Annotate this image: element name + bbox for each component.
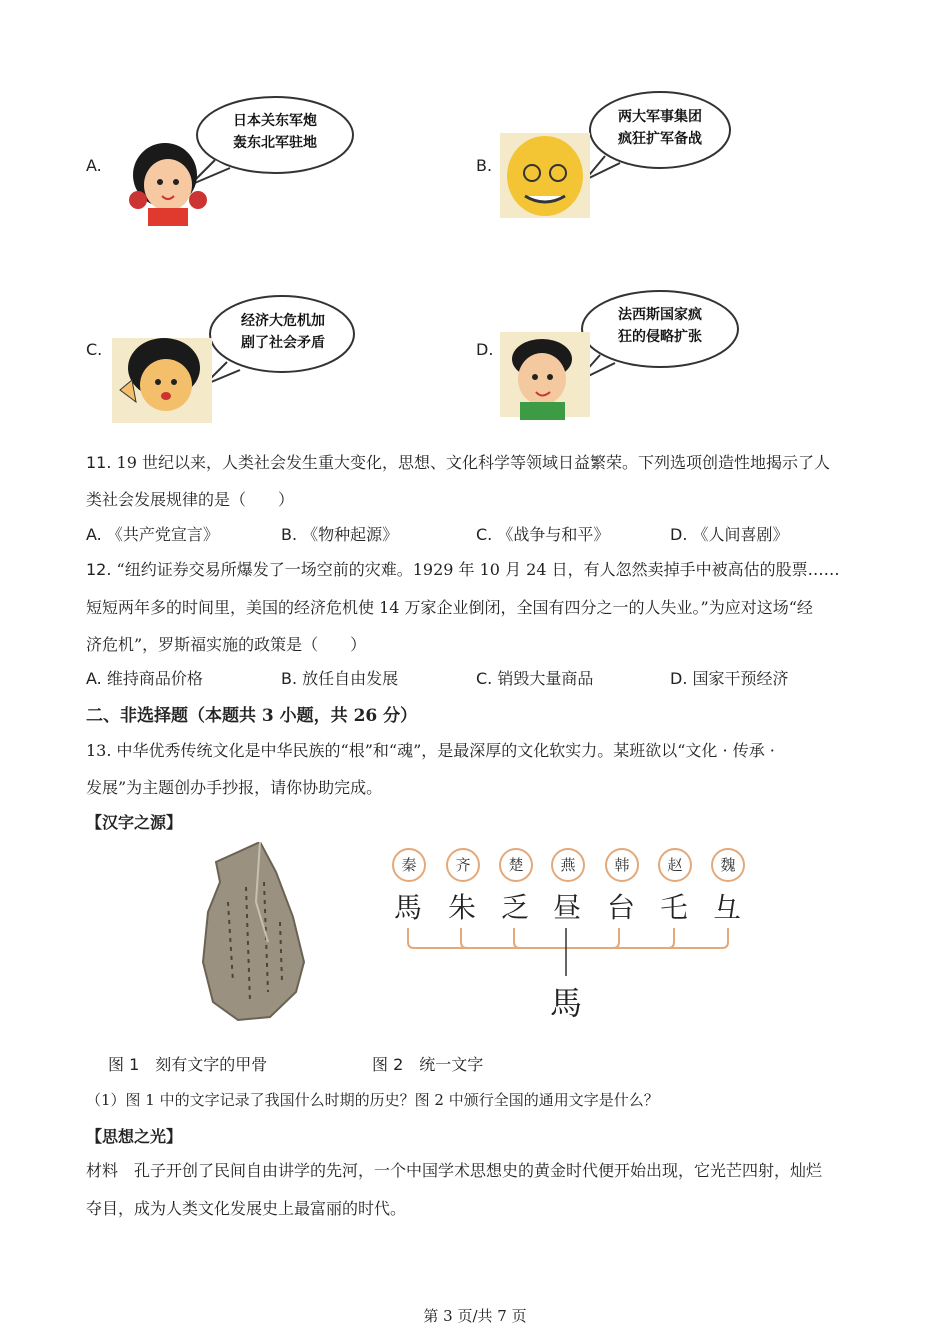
option-letter: B. xyxy=(476,156,493,175)
bubble-line: 法西斯国家疯 xyxy=(618,307,702,323)
figure-caption: 图 2 统一文字 xyxy=(372,1055,484,1074)
option-text: 《物种起源》 xyxy=(302,525,399,544)
bracket-lines xyxy=(398,928,738,978)
oracle-bone-image xyxy=(198,842,310,1022)
option-d xyxy=(670,522,789,545)
sub-question: （1）图 1 中的文字记录了我国什么时期的历史？图 2 中颁行全国的通用文字是什么？ xyxy=(86,1091,659,1109)
figure-caption: 图 1 刻有文字的甲骨 xyxy=(108,1055,268,1074)
option-a xyxy=(86,522,219,545)
section-heading: 【汉字之源】 xyxy=(86,813,183,832)
option-letter: B. xyxy=(281,525,298,544)
option-text: 销毁大量商品 xyxy=(497,669,594,688)
bubble-line: 两大军事集团 xyxy=(618,109,702,125)
state-seal: 秦 xyxy=(392,848,426,882)
ancient-character: 乇 xyxy=(660,891,689,924)
option-c xyxy=(476,666,593,689)
section-heading: 【思想之光】 xyxy=(86,1127,183,1146)
option-letter: A. xyxy=(86,156,102,175)
page-footer: 第 3 页/共 7 页 xyxy=(423,1307,527,1325)
option-letter: C. xyxy=(476,669,493,688)
bubble-line: 疯狂扩军备战 xyxy=(618,131,702,147)
option-text: 《人间喜剧》 xyxy=(692,525,789,544)
question-number: 12. xyxy=(86,560,112,579)
ancient-character: 台 xyxy=(607,891,636,924)
state-seal: 齐 xyxy=(446,848,480,882)
option-letter: C. xyxy=(86,340,103,359)
state-seal: 赵 xyxy=(658,848,692,882)
bubble-line: 轰东北军驻地 xyxy=(233,135,317,151)
option-text: 放任自由发展 xyxy=(302,669,399,688)
question-number: 11. xyxy=(86,453,112,472)
option-text: 维持商品价格 xyxy=(106,669,203,688)
bubble-line: 日本关东军炮 xyxy=(233,113,317,129)
option-a xyxy=(86,666,203,689)
option-c xyxy=(476,522,609,545)
option-letter: D. xyxy=(670,669,688,688)
state-seal: 魏 xyxy=(711,848,745,882)
material-text: 夺目，成为人类文化发展史上最富丽的时代。 xyxy=(86,1199,407,1218)
ancient-character: 朱 xyxy=(448,891,477,924)
question-text: “纽约证券交易所爆发了一场空前的灾难。1929 年 10 月 24 日，有人忽然卖掉手中被高估的股票…… xyxy=(116,560,840,579)
question-13-line: 发展”为主题创办手抄报，请你协助完成。 xyxy=(86,778,383,797)
option-b xyxy=(281,522,398,545)
ancient-character: 彑 xyxy=(713,891,742,924)
option-text: 《共产党宣言》 xyxy=(106,525,219,544)
ancient-character: 昼 xyxy=(553,891,582,924)
state-seal: 燕 xyxy=(551,848,585,882)
question-13-line: 13. 中华优秀传统文化是中华民族的“根”和“魂”，是最深厚的文化软实力。某班欲以“文化 · 传承 · xyxy=(86,741,775,760)
option-letter: A. xyxy=(86,669,102,688)
option-letter: B. xyxy=(281,669,298,688)
ancient-character: 乏 xyxy=(501,891,530,924)
bubble-line: 狂的侵略扩张 xyxy=(618,329,702,345)
material-text: 材料 孔子开创了民间自由讲学的先河，一个中国学术思想史的黄金时代便开始出现，它光芒四射，灿烂 xyxy=(86,1161,823,1180)
bubble-line: 剧了社会矛盾 xyxy=(241,335,325,351)
state-seal: 韩 xyxy=(605,848,639,882)
ancient-character: 馬 xyxy=(394,891,423,924)
question-line xyxy=(86,450,830,473)
bubble-line: 经济大危机加 xyxy=(241,313,325,329)
question-line xyxy=(86,557,840,580)
option-text: 国家干预经济 xyxy=(692,669,789,688)
unified-character: 馬 xyxy=(550,984,583,1022)
question-text: 类社会发展规律的是（ ） xyxy=(86,490,295,509)
option-letter: D. xyxy=(670,525,688,544)
state-seal: 楚 xyxy=(499,848,533,882)
section-title: 二、非选择题（本题共 3 小题，共 26 分） xyxy=(86,706,418,726)
option-letter: C. xyxy=(476,525,493,544)
question-text: 19 世纪以来，人类社会发生重大变化，思想、文化科学等领域日益繁荣。下列选项创造性地揭示了人 xyxy=(116,453,830,472)
question-text: 济危机”，罗斯福实施的政策是（ ） xyxy=(86,635,367,654)
option-letter: A. xyxy=(86,525,102,544)
option-d xyxy=(670,666,789,689)
option-b xyxy=(281,666,398,689)
option-text: 《战争与和平》 xyxy=(497,525,610,544)
question-text: 短短两年多的时间里，美国的经济危机使 14 万家企业倒闭，全国有四分之一的人失业。”为应对这场“经 xyxy=(86,598,813,617)
option-letter: D. xyxy=(476,340,494,359)
